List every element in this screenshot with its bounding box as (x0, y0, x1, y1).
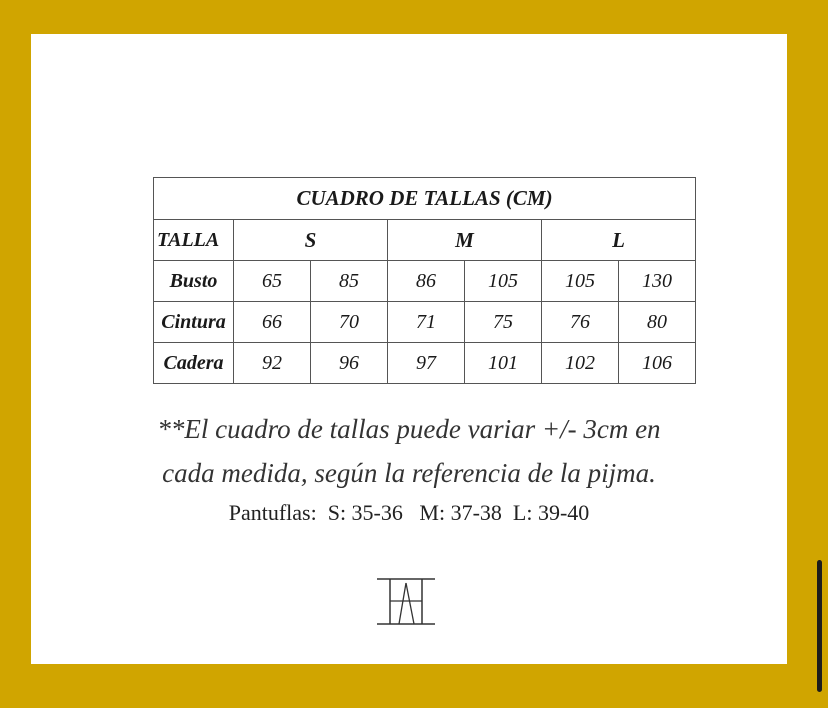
table-cell: 70 (311, 302, 388, 343)
slipper-label: Pantuflas: (228, 500, 317, 525)
size-chart-title: CUADRO DE TALLAS (CM) (154, 178, 696, 220)
table-cell: 101 (465, 343, 542, 384)
table-cell: 105 (542, 261, 619, 302)
table-cell: 85 (311, 261, 388, 302)
table-cell: 76 (542, 302, 619, 343)
brand-monogram-icon (377, 577, 435, 627)
table-cell: 130 (619, 261, 696, 302)
table-cell: 102 (542, 343, 619, 384)
slipper-size-l: L: 39-40 (512, 500, 590, 525)
table-cell: 86 (388, 261, 465, 302)
table-cell: 96 (311, 343, 388, 384)
table-cell: 92 (234, 343, 311, 384)
table-row (154, 261, 696, 302)
row-label-busto: Busto (154, 261, 234, 302)
size-m-header: M (388, 220, 542, 261)
size-chart-card (31, 34, 787, 664)
size-header-label: TALLA (154, 220, 234, 261)
table-cell: 106 (619, 343, 696, 384)
size-note-line-2: cada medida, según la referencia de la pijma. (162, 458, 656, 488)
table-cell: 97 (388, 343, 465, 384)
slipper-size-m: M: 37-38 (419, 500, 502, 525)
table-row (154, 343, 696, 384)
row-label-cintura: Cintura (154, 302, 234, 343)
slipper-size-s: S: 35-36 (327, 500, 403, 525)
table-cell: 71 (388, 302, 465, 343)
table-cell: 75 (465, 302, 542, 343)
size-l-header: L (542, 220, 696, 261)
size-chart-table (153, 177, 696, 384)
table-cell: 80 (619, 302, 696, 343)
slipper-sizes (31, 500, 787, 526)
table-cell: 65 (234, 261, 311, 302)
table-cell: 66 (234, 302, 311, 343)
table-cell: 105 (465, 261, 542, 302)
size-note-line-1: **El cuadro de tallas puede variar +/- 3cm en (157, 414, 661, 444)
scrollbar[interactable] (817, 560, 822, 692)
size-s-header: S (234, 220, 388, 261)
table-row (154, 302, 696, 343)
row-label-cadera: Cadera (154, 343, 234, 384)
